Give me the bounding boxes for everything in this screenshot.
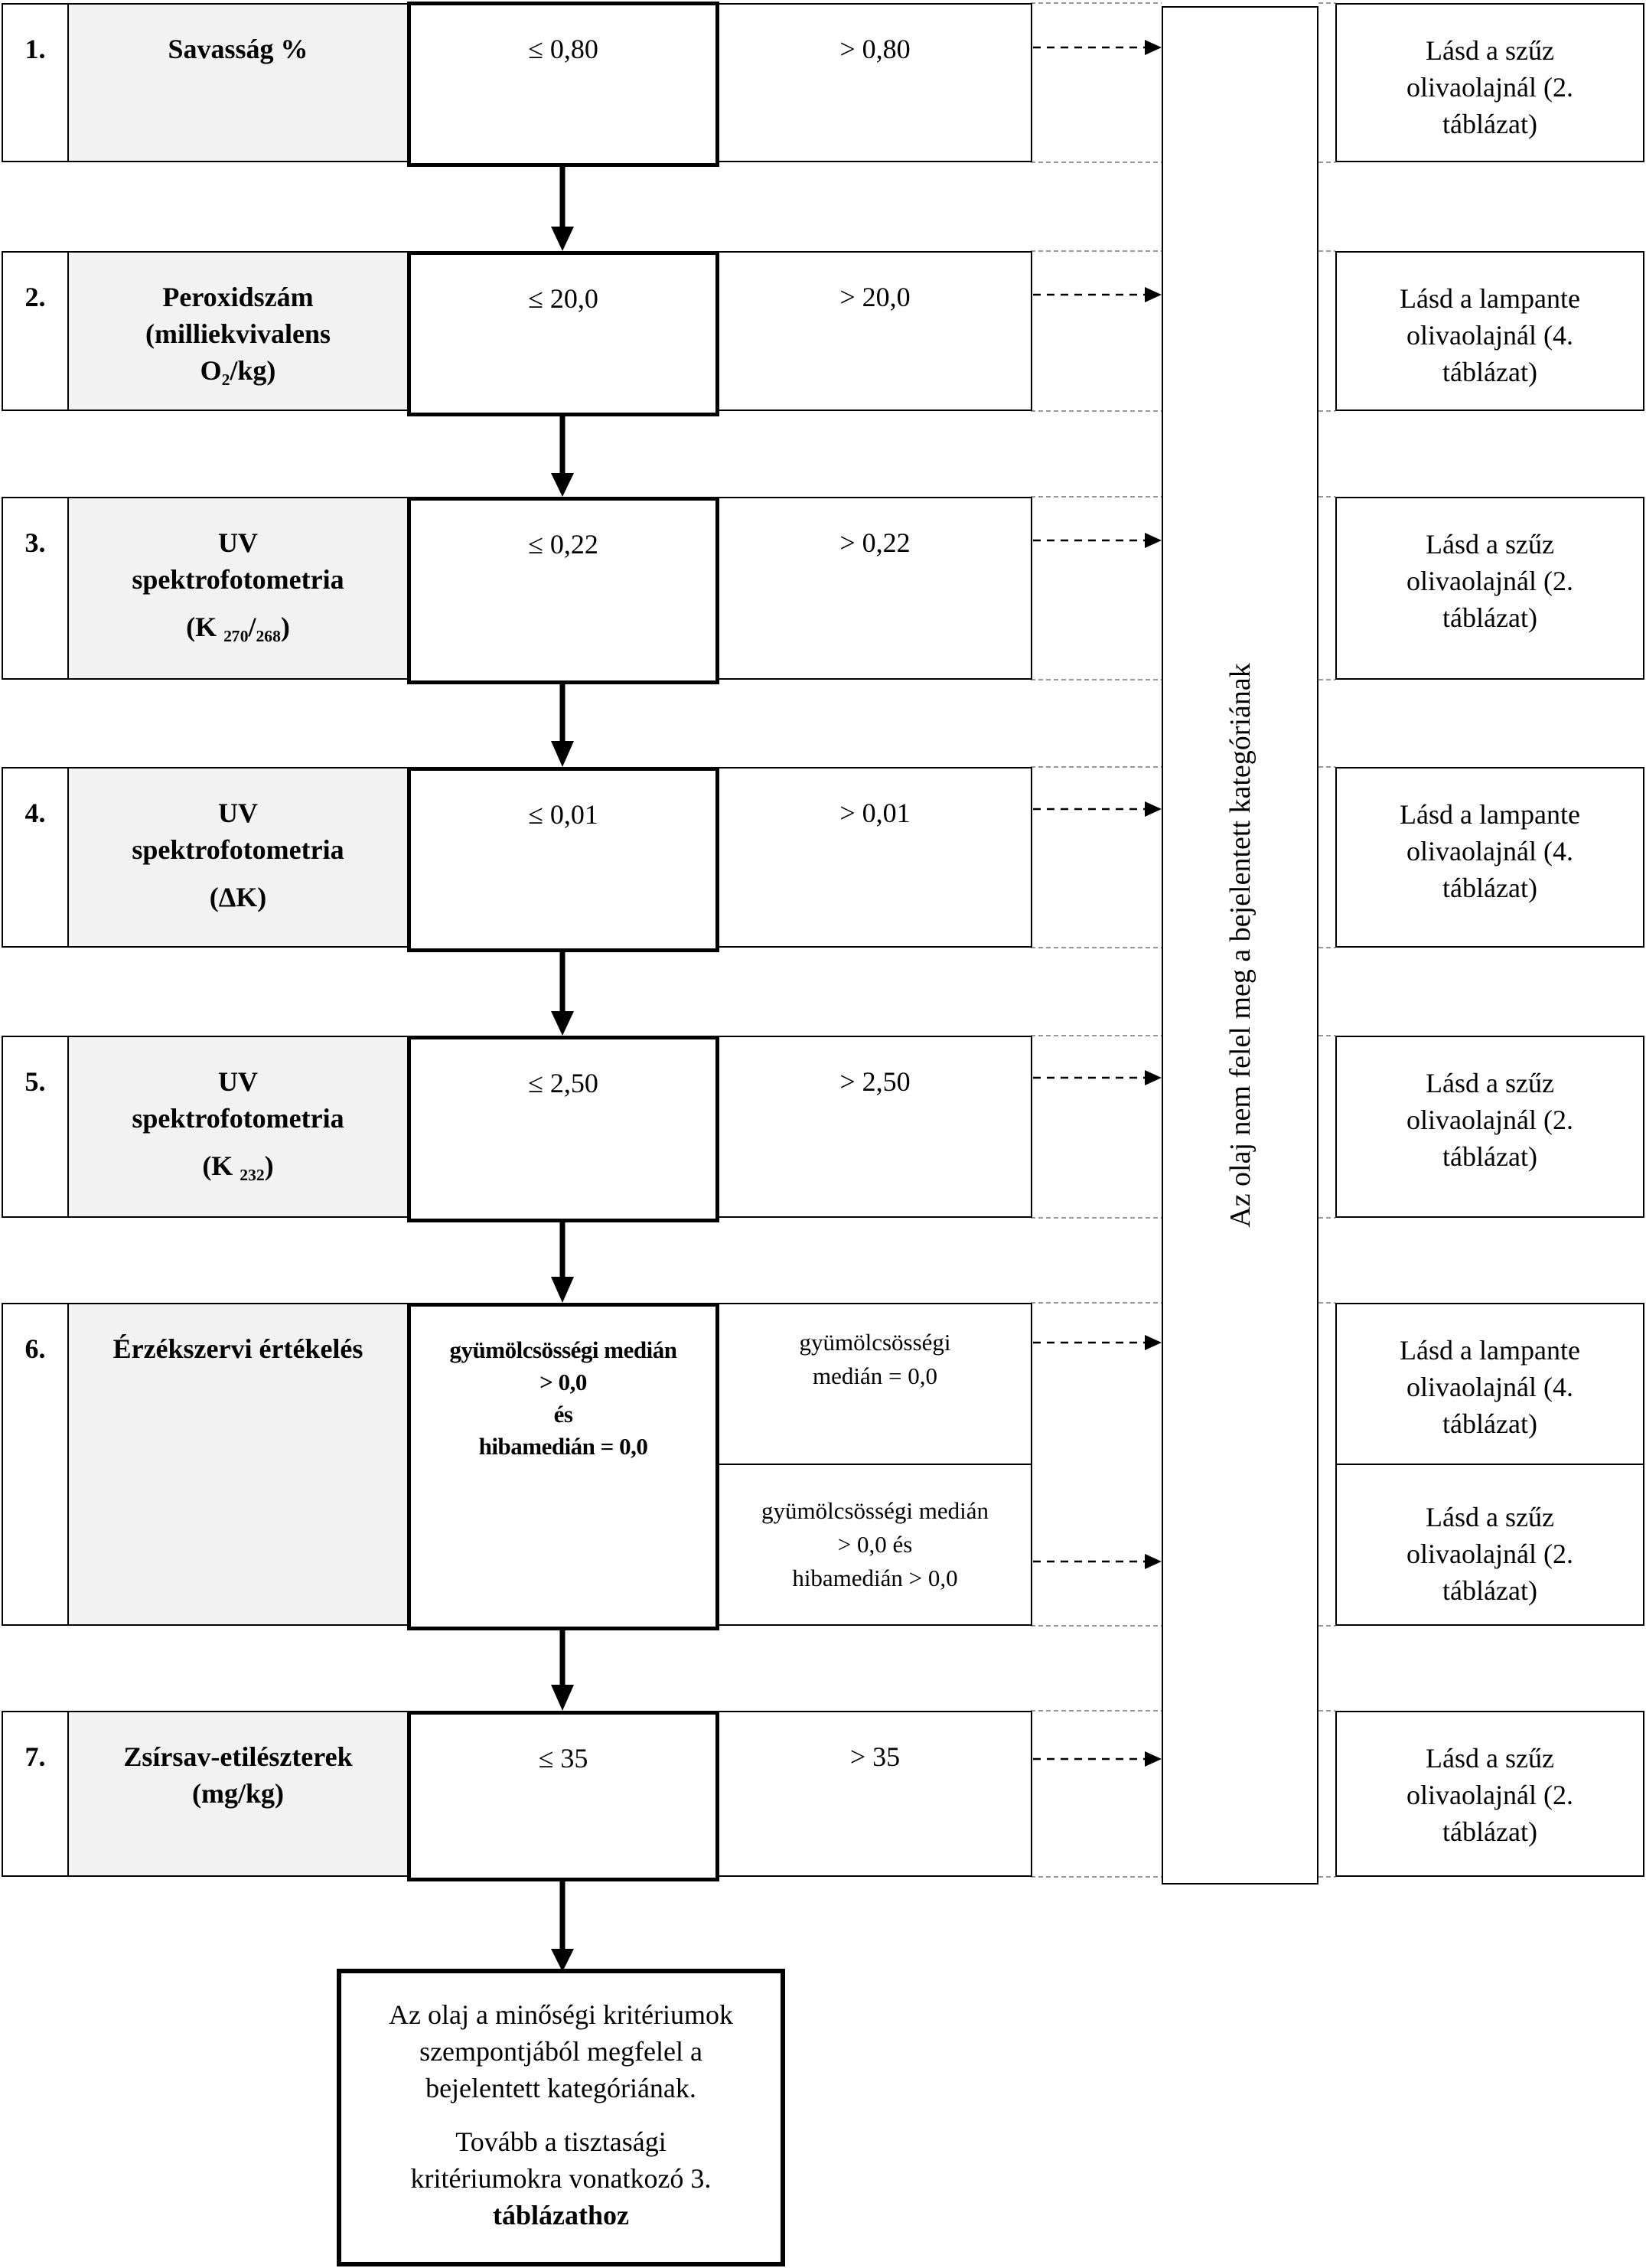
pass-condition: ≤ 20,0: [407, 251, 719, 416]
criterion-label-line: (K ₂₃₂): [202, 1150, 274, 1181]
criterion-label-line: UV: [218, 798, 258, 828]
criterion-label-line: UV: [218, 527, 258, 558]
non-compliance-box: [1162, 6, 1318, 1885]
criterion-label-line: (ΔK): [209, 882, 267, 912]
criterion-label-line: (mg/kg): [192, 1778, 284, 1809]
reference-line: táblázat): [1442, 357, 1537, 387]
next-step-line: Tovább a tisztasági: [455, 2126, 667, 2157]
reference-line: táblázat): [1442, 1141, 1537, 1172]
pass-condition-line: és: [553, 1401, 573, 1428]
reference-note: [1335, 497, 1644, 680]
pass-condition: ≤ 35: [407, 1711, 719, 1881]
criterion-label-line: spektrofotometria: [132, 564, 344, 595]
reference-note: [1335, 251, 1644, 411]
step-number: 6.: [2, 1303, 69, 1626]
criterion-label: [67, 3, 409, 162]
reference-note: [1335, 1464, 1644, 1626]
fail-condition: > 2,50: [718, 1036, 1032, 1218]
pass-condition-line: gyümölcsösségi medián: [449, 1336, 677, 1363]
reference-line: táblázat): [1442, 602, 1537, 633]
reference-note: [1335, 3, 1644, 162]
pass-condition: ≤ 0,80: [407, 2, 719, 167]
fail-condition-line: gyümölcsösségi: [799, 1329, 951, 1356]
criterion-label-line: Zsírsav-etilészterek: [123, 1741, 353, 1772]
reference-line: Lásd a szűz: [1426, 1502, 1554, 1532]
reference-line: olivaolajnál (2.: [1406, 72, 1573, 103]
criterion-label: [67, 1711, 409, 1877]
criterion-label-line: Érzékszervi értékelés: [112, 1333, 363, 1364]
fail-condition: > 0,22: [718, 497, 1032, 680]
step-number: 4.: [2, 767, 69, 948]
reference-line: olivaolajnál (2.: [1406, 1780, 1573, 1810]
step-number: 2.: [2, 251, 69, 411]
conclusion-line: bejelentett kategóriának.: [425, 2073, 696, 2103]
fail-condition: > 0,01: [718, 767, 1032, 948]
pass-condition-line: > 0,0: [539, 1369, 587, 1395]
conclusion-line: Az olaj a minőségi kritériumok: [389, 1999, 733, 2030]
fail-condition: [718, 1303, 1032, 1465]
fail-condition-line: gyümölcsösségi medián: [761, 1497, 989, 1524]
fail-condition: > 20,0: [718, 251, 1032, 411]
fail-condition-line: medián = 0,0: [813, 1362, 937, 1389]
criterion-label: [67, 251, 409, 411]
next-step-line: kritériumokra vonatkozó 3.: [410, 2163, 712, 2194]
step-number: 3.: [2, 497, 69, 680]
criterion-label-line: Peroxidszám: [162, 282, 314, 312]
reference-line: olivaolajnál (2.: [1406, 1539, 1573, 1569]
criterion-label-line: (milliekvivalens: [145, 318, 331, 349]
reference-line: táblázat): [1442, 873, 1537, 903]
criterion-label-line: Savasság %: [168, 34, 308, 64]
pass-condition: ≤ 2,50: [407, 1036, 719, 1222]
reference-line: táblázat): [1442, 1575, 1537, 1606]
step-number: 5.: [2, 1036, 69, 1218]
reference-line: Lásd a lampante: [1400, 799, 1580, 830]
next-step-table-ref: táblázathoz: [493, 2200, 629, 2230]
criterion-label-line: spektrofotometria: [132, 834, 344, 865]
criterion-label: [67, 497, 409, 680]
reference-line: táblázat): [1442, 1816, 1537, 1847]
fail-condition-line: > 0,0 és: [837, 1531, 913, 1558]
reference-line: Lásd a szűz: [1426, 35, 1554, 66]
fail-condition: [718, 1464, 1032, 1626]
reference-line: táblázat): [1442, 1408, 1537, 1439]
criterion-label: [67, 767, 409, 948]
conclusion-box: [337, 1969, 785, 2266]
criterion-label-line: (K ₂₇₀/₂₆₈): [186, 612, 290, 642]
step-number: 7.: [2, 1711, 69, 1877]
criterion-label-line: UV: [218, 1066, 258, 1097]
reference-line: Lásd a szűz: [1426, 1068, 1554, 1098]
reference-line: olivaolajnál (4.: [1406, 320, 1573, 351]
reference-line: olivaolajnál (2.: [1406, 1105, 1573, 1135]
criterion-label: [67, 1303, 409, 1626]
fail-arrowheads: [1145, 40, 1162, 1767]
fail-condition-line: hibamedián > 0,0: [792, 1565, 958, 1591]
reference-line: Lásd a szűz: [1426, 1743, 1554, 1774]
reference-note: [1335, 1036, 1644, 1218]
pass-condition-line: hibamedián = 0,0: [478, 1433, 648, 1460]
pass-condition: ≤ 0,01: [407, 767, 719, 952]
reference-line: Lásd a lampante: [1400, 283, 1580, 314]
conclusion-line: szempontjából megfelel a: [419, 2036, 702, 2067]
pass-condition: ≤ 0,22: [407, 497, 719, 684]
criterion-label-line: spektrofotometria: [132, 1103, 344, 1134]
reference-note: [1335, 1303, 1644, 1465]
reference-line: táblázat): [1442, 109, 1537, 139]
reference-note: [1335, 767, 1644, 948]
step-number: 1.: [2, 3, 69, 162]
reference-line: Lásd a lampante: [1400, 1335, 1580, 1366]
fail-condition: > 35: [718, 1711, 1032, 1877]
non-compliance-text: Az olaj nem felel meg a bejelentett kategóriának: [1224, 663, 1257, 1228]
fail-condition: > 0,80: [718, 3, 1032, 162]
criterion-label-line: O₂/kg): [200, 355, 276, 386]
reference-note: [1335, 1711, 1644, 1877]
reference-line: olivaolajnál (4.: [1406, 836, 1573, 866]
reference-line: Lásd a szűz: [1426, 529, 1554, 560]
fail-arrows: [1033, 47, 1148, 1759]
criterion-label: [67, 1036, 409, 1218]
reference-line: olivaolajnál (2.: [1406, 566, 1573, 596]
reference-line: olivaolajnál (4.: [1406, 1372, 1573, 1402]
pass-condition: [407, 1303, 719, 1630]
